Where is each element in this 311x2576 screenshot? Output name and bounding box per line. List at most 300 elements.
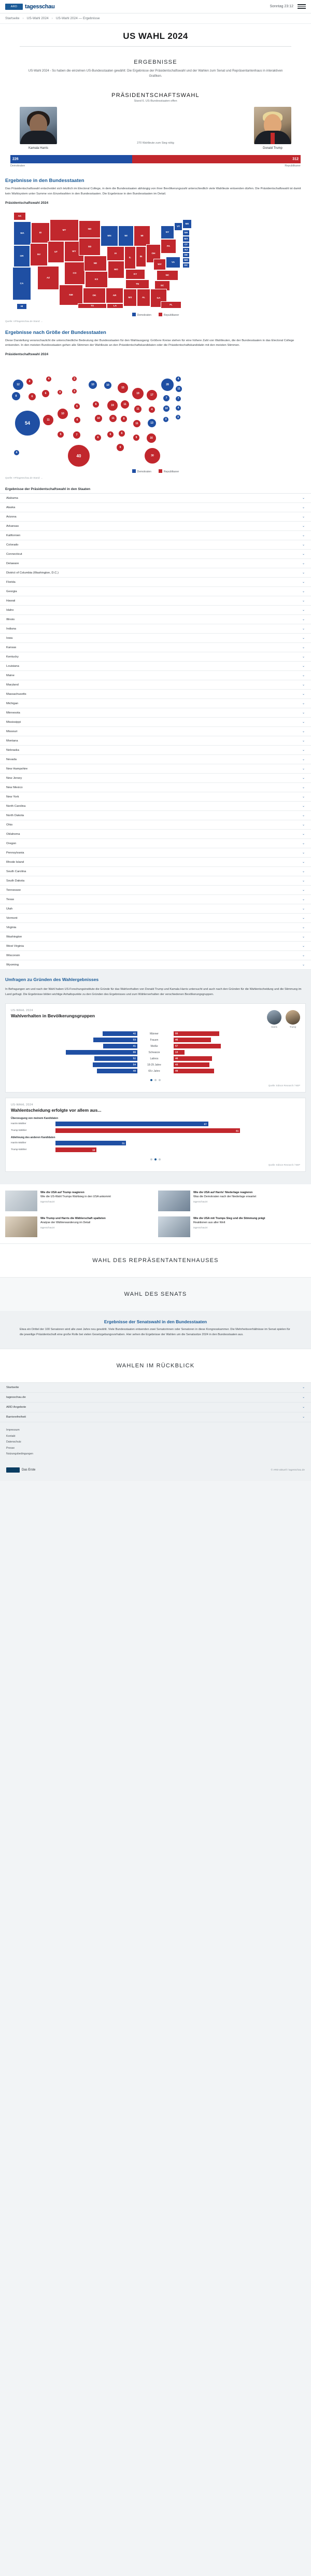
state-accordion-label: Virginia bbox=[6, 926, 17, 929]
footer-list-item[interactable] bbox=[0, 1393, 311, 1403]
electoral-bar-caption bbox=[5, 164, 306, 173]
poll-bar-harris-value: 41 bbox=[133, 1045, 136, 1048]
presidential-section bbox=[0, 85, 311, 173]
teaser-headline: Wie die USA mit Trumps Sieg und die Stimmung prägt bbox=[193, 1217, 265, 1221]
chevron-down-icon: ⌄ bbox=[302, 926, 305, 930]
chevron-down-icon: ⌄ bbox=[302, 1416, 305, 1419]
poll-card-demographics bbox=[5, 1003, 306, 1093]
poll-bar-harris-value: 42 bbox=[133, 1032, 136, 1035]
poll-bar-harris bbox=[97, 1069, 137, 1073]
poll-card-2-source: Quelle: Edison Research / NEP bbox=[268, 1164, 300, 1167]
state-accordion-label: Iowa bbox=[6, 636, 13, 640]
chevron-down-icon: ⌄ bbox=[302, 1386, 305, 1390]
breadcrumb-item-2: US-Wahl 2024 — Ergebnisse bbox=[55, 17, 100, 20]
state-accordion-item[interactable] bbox=[0, 606, 311, 615]
poll-card-motivation bbox=[5, 1098, 306, 1172]
teaser-lead: Reaktionen aus aller Welt bbox=[193, 1221, 225, 1225]
chevron-down-icon: ⌄ bbox=[302, 777, 305, 780]
footer-link[interactable]: Impressum bbox=[6, 1429, 20, 1432]
state-accordion-item[interactable] bbox=[0, 596, 311, 606]
poll-bar-trump-value: 57 bbox=[175, 1045, 178, 1048]
state-accordion-item[interactable] bbox=[0, 839, 311, 848]
top-bar-right bbox=[270, 4, 306, 9]
state-accordion-label: Connecticut bbox=[6, 552, 22, 556]
poll-bar-trump bbox=[174, 1069, 214, 1073]
harris-thumb-label: Harris bbox=[271, 1026, 277, 1029]
poll-group-row-bar bbox=[55, 1147, 96, 1152]
state-accordion-label: New York bbox=[6, 795, 19, 799]
state-accordion-item[interactable] bbox=[0, 960, 311, 970]
state-accordion-item[interactable] bbox=[0, 690, 311, 699]
trump-thumb-label: Trump bbox=[289, 1026, 296, 1029]
cartogram-legend bbox=[5, 467, 306, 473]
state-accordion-label: Arkansas bbox=[6, 524, 19, 528]
state-accordion-item[interactable] bbox=[0, 699, 311, 708]
state-accordion-item[interactable] bbox=[0, 718, 311, 727]
state-accordion-item[interactable] bbox=[0, 764, 311, 774]
state-accordion-item[interactable] bbox=[0, 830, 311, 839]
poll-bar-harris-value: 49 bbox=[133, 1070, 136, 1073]
state-accordion-item[interactable] bbox=[0, 615, 311, 624]
state-accordion-label: Washington bbox=[6, 935, 22, 939]
state-accordion-label: Montana bbox=[6, 739, 18, 743]
poll-group-row-value: 67 bbox=[204, 1123, 207, 1126]
footer-list-item-label: ARD Angebote bbox=[6, 1406, 26, 1409]
teaser-lead: Wie die US-Wahl Trumps Wahlsieg in den USA ankommt bbox=[40, 1195, 111, 1199]
pager-dot[interactable] bbox=[150, 1079, 152, 1081]
ard-logo-label: Das Erste bbox=[22, 1468, 36, 1472]
harris-thumb bbox=[267, 1010, 281, 1025]
poll-row-label: Latinos bbox=[150, 1057, 159, 1060]
chevron-down-icon: ⌄ bbox=[302, 627, 305, 631]
state-accordion-label: Kentucky bbox=[6, 655, 19, 659]
poll-bar-trump-value: 46 bbox=[175, 1057, 178, 1060]
footer-list-item[interactable] bbox=[0, 1412, 311, 1422]
footer-bottom bbox=[0, 1462, 311, 1481]
state-accordion-item[interactable] bbox=[0, 792, 311, 802]
state-accordion-item[interactable] bbox=[0, 634, 311, 643]
state-accordion-label: South Dakota bbox=[6, 879, 25, 883]
teaser-lead: Was die Demokraten nach der Niederlage erwartet bbox=[193, 1195, 257, 1199]
polls-title: Umfragen zu Gründen des Wahlergebnisses bbox=[5, 977, 99, 983]
footer-list bbox=[0, 1383, 311, 1422]
footer-list-item-label: tagesschau.de bbox=[6, 1396, 26, 1399]
chevron-down-icon: ⌄ bbox=[302, 730, 305, 734]
state-accordion-item[interactable] bbox=[0, 559, 311, 568]
state-accordion-item[interactable] bbox=[0, 755, 311, 764]
chevron-down-icon: ⌄ bbox=[302, 683, 305, 687]
chevron-down-icon: ⌄ bbox=[302, 945, 305, 948]
poll-bar-trump bbox=[174, 1031, 219, 1036]
chevron-down-icon: ⌄ bbox=[302, 655, 305, 659]
state-accordion-item[interactable] bbox=[0, 652, 311, 662]
state-accordion-item[interactable] bbox=[0, 774, 311, 783]
teaser-headline: Wie Trump und Harris die Wählerschaft spalteten bbox=[40, 1217, 106, 1221]
state-accordion-label: Kansas bbox=[6, 646, 17, 649]
chevron-down-icon: ⌄ bbox=[302, 711, 305, 715]
ard-mark-icon: ARD bbox=[5, 4, 23, 10]
poll-row bbox=[11, 1038, 300, 1042]
state-accordion-item[interactable] bbox=[0, 503, 311, 512]
state-accordion-item[interactable] bbox=[0, 895, 311, 904]
poll-row bbox=[11, 1050, 300, 1055]
state-accordion-item[interactable] bbox=[0, 802, 311, 811]
poll-bar-harris-value: 52 bbox=[133, 1057, 136, 1060]
poll-candidate-trump bbox=[286, 1010, 300, 1028]
state-accordion-label: Minnesota bbox=[6, 711, 20, 715]
legend-republicans: Republikaner bbox=[159, 469, 179, 473]
chevron-down-icon: ⌄ bbox=[302, 525, 305, 528]
poll-card-2-pager[interactable] bbox=[11, 1154, 300, 1160]
teaser-item[interactable] bbox=[5, 1216, 153, 1237]
chevron-down-icon: ⌄ bbox=[302, 571, 305, 575]
chevron-down-icon: ⌄ bbox=[302, 543, 305, 547]
chevron-down-icon: ⌄ bbox=[302, 674, 305, 678]
site-logo[interactable] bbox=[5, 4, 55, 10]
footer-link[interactable]: Nutzungsbedingungen bbox=[6, 1452, 33, 1455]
chevron-down-icon: ⌄ bbox=[302, 786, 305, 790]
harris-portrait bbox=[20, 107, 57, 144]
trump-name: Donald Trump bbox=[263, 146, 282, 150]
legend-democrats: Demokraten bbox=[132, 313, 151, 317]
poll-card-1-eyebrow: US-WAHL 2024 bbox=[11, 1009, 33, 1013]
chevron-down-icon: ⌄ bbox=[302, 1406, 305, 1409]
pager-dot[interactable] bbox=[154, 1079, 157, 1081]
state-accordion-item[interactable] bbox=[0, 550, 311, 559]
states-accordion-list bbox=[0, 493, 311, 970]
poll-card-1-pager[interactable] bbox=[11, 1075, 300, 1081]
poll-bar-trump-value: 55 bbox=[175, 1032, 178, 1035]
chevron-down-icon: ⌄ bbox=[302, 823, 305, 827]
state-accordion-item[interactable] bbox=[0, 736, 311, 746]
ard-logo[interactable] bbox=[6, 1467, 35, 1473]
state-accordion-item[interactable] bbox=[0, 951, 311, 960]
poll-group-row-label: Harris-Wähler bbox=[11, 1123, 26, 1126]
pager-dot[interactable] bbox=[154, 1158, 157, 1160]
electoral-map-heading: Ergebnisse in den Bundesstaaten bbox=[5, 177, 84, 184]
state-accordion-label: South Carolina bbox=[6, 870, 26, 873]
cartogram-subheading: Präsidentschaftswahl 2024 bbox=[5, 353, 49, 357]
poll-bar-trump-value: 13 bbox=[175, 1051, 178, 1054]
chevron-down-icon: ⌄ bbox=[302, 767, 305, 771]
teaser-meta: tagesschau24 bbox=[40, 1200, 55, 1203]
poll-card-2-title: Wahlentscheidung erfolgte vor allem aus... bbox=[11, 1108, 102, 1113]
chevron-down-icon: ⌄ bbox=[302, 665, 305, 668]
state-accordion-label: North Carolina bbox=[6, 804, 26, 808]
poll-row-label: Schwarze bbox=[148, 1051, 160, 1054]
state-accordion-item[interactable] bbox=[0, 531, 311, 540]
chevron-down-icon: ⌄ bbox=[302, 581, 305, 584]
state-accordion-item[interactable] bbox=[0, 662, 311, 671]
poll-bar-harris bbox=[103, 1031, 137, 1036]
state-accordion-item[interactable] bbox=[0, 522, 311, 531]
chevron-down-icon: ⌄ bbox=[302, 609, 305, 612]
poll-group-row-bar bbox=[55, 1128, 240, 1133]
chevron-down-icon: ⌄ bbox=[302, 599, 305, 603]
caption-republicans: Republikaner bbox=[285, 164, 301, 167]
state-accordion-label: New Mexico bbox=[6, 786, 23, 789]
chevron-down-icon: ⌄ bbox=[302, 954, 305, 958]
poll-row-label: Weiße bbox=[150, 1044, 158, 1048]
top-bar bbox=[0, 0, 311, 13]
cartogram-section bbox=[0, 325, 311, 482]
us-cartogram[interactable]: 12 8 54 4 6 6 11 4 3 10 5 3 3 5 6 7 40 10 6 10 6 10 19 11 6 15 11 8 6 9 19 11 11 9 17 4 13 16 30 28 7 10 3 4 11 7 4 3 4 bbox=[5, 358, 306, 467]
pager-dot[interactable] bbox=[150, 1158, 152, 1160]
chevron-down-icon: ⌄ bbox=[302, 1396, 305, 1399]
poll-card-2-eyebrow: US-WAHL 2024 bbox=[11, 1103, 33, 1107]
poll-group-row-label: Trump-Wähler bbox=[11, 1149, 27, 1152]
state-accordion-item[interactable] bbox=[0, 811, 311, 820]
poll-bar-trump-value: 49 bbox=[175, 1070, 178, 1073]
poll-group-row bbox=[11, 1122, 300, 1126]
footer-list-item[interactable] bbox=[0, 1403, 311, 1412]
poll-group-row-label: Harris-Wähler bbox=[11, 1142, 26, 1145]
poll-group-row-value: 31 bbox=[122, 1142, 125, 1145]
breadcrumb-item-1[interactable]: US-Wahl 2024 bbox=[26, 17, 49, 20]
divider bbox=[20, 46, 291, 47]
cartogram-heading: Ergebnisse nach Größe der Bundesstaaten bbox=[5, 329, 106, 335]
state-accordion-item[interactable] bbox=[0, 942, 311, 951]
state-accordion-label: New Hampshire bbox=[6, 767, 28, 771]
state-accordion-label: Colorado bbox=[6, 543, 19, 547]
poll-row bbox=[11, 1031, 300, 1036]
chevron-down-icon: ⌄ bbox=[302, 618, 305, 622]
polls-section bbox=[0, 970, 311, 1184]
poll-card-2-chart bbox=[11, 1117, 300, 1152]
copyright: © ARD-aktuell / tagesschau.de bbox=[271, 1468, 305, 1472]
state-accordion-label: Wyoming bbox=[6, 963, 19, 967]
breadcrumb bbox=[0, 13, 311, 24]
state-accordion-label: Oklahoma bbox=[6, 832, 20, 836]
chevron-down-icon: ⌄ bbox=[302, 870, 305, 874]
teaser-thumbnail bbox=[5, 1191, 37, 1211]
state-accordion-label: Ohio bbox=[6, 823, 13, 827]
footer-link[interactable]: Presse bbox=[6, 1446, 15, 1450]
electoral-needed-label: 270 Wahlleute zum Sieg nötig bbox=[137, 141, 174, 145]
state-accordion-item[interactable] bbox=[0, 727, 311, 736]
results-intro: US-Wahl 2024 - So haben die einzelnen US-Bundesstaaten gewählt: Die Ergebnisse der Präsidentschaftswahl und der Wahlen zum Senat und Repräsentantenhaus in interaktiven Grafiken. bbox=[28, 69, 283, 78]
state-accordion-item[interactable] bbox=[0, 512, 311, 522]
electoral-bar bbox=[10, 155, 301, 163]
chevron-down-icon: ⌄ bbox=[302, 795, 305, 799]
state-accordion-label: Massachusetts bbox=[6, 692, 26, 696]
hamburger-menu-icon[interactable] bbox=[298, 4, 306, 9]
poll-group-row-bar bbox=[55, 1141, 126, 1145]
poll-group-row-bar bbox=[55, 1122, 208, 1126]
poll-group-row-label: Trump-Wähler bbox=[11, 1129, 27, 1132]
chevron-down-icon: ⌄ bbox=[302, 851, 305, 855]
state-accordion-item[interactable] bbox=[0, 540, 311, 550]
chevron-down-icon: ⌄ bbox=[302, 515, 305, 519]
poll-group-row bbox=[11, 1141, 300, 1145]
poll-bar-harris-value: 53 bbox=[133, 1039, 136, 1042]
footer-link[interactable]: Datenschutz bbox=[6, 1440, 21, 1444]
senate-note bbox=[0, 1311, 311, 1349]
candidate-duel bbox=[5, 107, 306, 150]
state-accordion-label: New Jersey bbox=[6, 776, 22, 780]
page-title: US WAHL 2024 bbox=[123, 31, 188, 41]
top-bar-left bbox=[5, 4, 55, 10]
chevron-down-icon: ⌄ bbox=[302, 833, 305, 836]
harris-name: Kamala Harris bbox=[28, 146, 48, 150]
state-accordion-label: Texas bbox=[6, 898, 15, 901]
cartogram-text: Diese Darstellung veranschaulicht die unterschiedliche Bedeutung der Bundesstaaten für den Wahlausgang: Größere Kreise stehen für eine höhere Zahl von Wahlleuten, die der Bundesstaaten in das Electoral College entsenden. In den meisten Bundesstaaten gehen alle Stimmen der Wahlleute an den Präsidentschaftskandidaten oder die Präsidentschaftskandidatin mit den meisten Stimmen. bbox=[5, 339, 294, 347]
teaser-headline: Wie die USA auf Trump reagieren bbox=[40, 1191, 84, 1195]
poll-bar-trump bbox=[174, 1044, 221, 1048]
state-accordion-label: Rhode Island bbox=[6, 860, 24, 864]
poll-row-label: 65+ Jahre bbox=[148, 1069, 160, 1073]
poll-group-heading: Ablehnung des anderen Kandidaten bbox=[11, 1136, 55, 1140]
electoral-bar-republican bbox=[132, 155, 301, 163]
electoral-bar-republican-value: 312 bbox=[292, 157, 299, 161]
us-electoral-map[interactable]: WA OR CA ID NV UT AZ MT WY CO NM ND SD NE KS OK TX MN IA MO AR WI IL IN MI OH KY TN MS AL LA PA NY WV VA NC SC GA FL VT ME NH MA CT NJ DE MD DC HI AK bbox=[5, 207, 306, 311]
state-accordion-item[interactable] bbox=[0, 680, 311, 690]
poll-group-row-value: 81 bbox=[236, 1129, 239, 1132]
poll-candidate-harris bbox=[267, 1010, 281, 1028]
state-accordion-item[interactable] bbox=[0, 746, 311, 755]
state-accordion-item[interactable] bbox=[0, 671, 311, 680]
senate-note-title: Ergebnisse der Senatswahl in den Bundesstaaten bbox=[104, 1319, 207, 1325]
state-accordion-item[interactable] bbox=[0, 886, 311, 895]
chevron-down-icon: ⌄ bbox=[302, 702, 305, 706]
poll-bar-trump bbox=[174, 1050, 185, 1055]
state-accordion-label: Michigan bbox=[6, 702, 19, 705]
chevron-down-icon: ⌄ bbox=[302, 907, 305, 911]
state-accordion-label: Delaware bbox=[6, 562, 19, 565]
teaser-meta: tagesschau24 bbox=[193, 1226, 208, 1229]
candidate-trump bbox=[242, 107, 304, 150]
state-accordion-label: Alabama bbox=[6, 496, 18, 500]
state-accordion-label: Utah bbox=[6, 907, 13, 911]
state-accordion-label: Wisconsin bbox=[6, 954, 20, 957]
poll-bar-harris bbox=[103, 1044, 137, 1048]
state-accordion-label: Nebraska bbox=[6, 748, 19, 752]
state-accordion-label: Louisiana bbox=[6, 664, 19, 668]
state-accordion-item[interactable] bbox=[0, 494, 311, 503]
poll-row-label: Männer bbox=[150, 1032, 159, 1035]
breadcrumb-separator: › bbox=[22, 17, 24, 20]
states-accordion-title: Ergebnisse der Präsidentschaftswahl in den Staaten bbox=[5, 487, 91, 492]
teaser-item[interactable] bbox=[5, 1191, 153, 1211]
state-accordion-label: Nevada bbox=[6, 758, 17, 761]
candidate-harris bbox=[7, 107, 69, 150]
state-accordion-item[interactable] bbox=[0, 820, 311, 830]
state-accordion-item[interactable] bbox=[0, 568, 311, 578]
pager-dot[interactable] bbox=[159, 1158, 161, 1160]
state-accordion-item[interactable] bbox=[0, 624, 311, 634]
state-accordion-item[interactable] bbox=[0, 932, 311, 942]
state-accordion-item[interactable] bbox=[0, 587, 311, 596]
poll-card-1-chart bbox=[11, 1031, 300, 1073]
state-accordion-label: Maryland bbox=[6, 683, 19, 687]
electoral-map-legend bbox=[5, 311, 306, 317]
poll-group-row bbox=[11, 1147, 300, 1152]
chevron-down-icon: ⌄ bbox=[302, 749, 305, 752]
state-accordion-label: District of Columbia (Washington, D.C.) bbox=[6, 571, 59, 575]
caption-democrats: Demokraten bbox=[10, 164, 25, 167]
poll-bar-trump-value: 45 bbox=[175, 1039, 178, 1042]
review-section-title: WAHLEN IM RÜCKBLICK bbox=[0, 1349, 311, 1382]
chevron-down-icon: ⌄ bbox=[302, 935, 305, 939]
state-accordion-item[interactable] bbox=[0, 858, 311, 867]
teaser-item[interactable] bbox=[158, 1216, 306, 1237]
chevron-down-icon: ⌄ bbox=[302, 646, 305, 650]
state-accordion-label: Hawaii bbox=[6, 599, 16, 603]
state-accordion-item[interactable] bbox=[0, 923, 311, 932]
chevron-down-icon: ⌄ bbox=[302, 534, 305, 538]
breadcrumb-item-0[interactable]: Startseite bbox=[5, 17, 20, 20]
chevron-down-icon: ⌄ bbox=[302, 917, 305, 920]
chevron-down-icon: ⌄ bbox=[302, 879, 305, 883]
chevron-down-icon: ⌄ bbox=[302, 861, 305, 864]
poll-row bbox=[11, 1056, 300, 1061]
state-accordion-item[interactable] bbox=[0, 848, 311, 858]
brand-name: tagesschau bbox=[25, 3, 55, 10]
poll-bar-harris bbox=[93, 1062, 137, 1067]
poll-bar-trump bbox=[174, 1038, 211, 1042]
state-accordion-label: Alaska bbox=[6, 506, 16, 509]
states-accordion-section bbox=[0, 481, 311, 970]
poll-group-heading: Überzeugung von meinem Kandidaten bbox=[11, 1117, 59, 1121]
state-accordion-label: West Virginia bbox=[6, 944, 24, 948]
electoral-map-section bbox=[0, 173, 311, 325]
poll-bar-harris bbox=[94, 1056, 137, 1061]
state-accordion-item[interactable] bbox=[0, 643, 311, 652]
poll-row-label: 18-29 Jahre bbox=[147, 1063, 161, 1067]
poll-row bbox=[11, 1069, 300, 1073]
ard-logo-icon bbox=[6, 1467, 20, 1473]
state-accordion-item[interactable] bbox=[0, 914, 311, 923]
state-accordion-item[interactable] bbox=[0, 578, 311, 587]
state-accordion-item[interactable] bbox=[0, 904, 311, 914]
poll-bar-harris bbox=[93, 1038, 137, 1042]
footer-list-item-label: Barrierefreiheit bbox=[6, 1416, 26, 1419]
poll-row bbox=[11, 1044, 300, 1048]
teaser-meta: tagesschau24 bbox=[40, 1226, 55, 1229]
teaser-lead: Analyse der Wählerwanderung im Detail bbox=[40, 1221, 91, 1225]
electoral-map-text: Das Präsidentschaftswahl entscheidet sich letztlich im Electoral College, in dem die Bundesstaaten abhängig von ihrer Bevölkerungszahl unterschiedlich viele Wahlleute entsenden dürfen. Die Präsidentschaftswahl ist damit kein Wahlsystem unter Summe von Einzelwahlen in den Bundesstaaten. Die Ergebnisse in den Bundesstaaten im Detail. bbox=[5, 187, 301, 195]
poll-card-1-title: Wahlverhalten in Bevölkerungsgruppen bbox=[11, 1013, 95, 1019]
chevron-down-icon: ⌄ bbox=[302, 805, 305, 808]
state-accordion-item[interactable] bbox=[0, 708, 311, 718]
footer-link[interactable]: Kontakt bbox=[6, 1434, 16, 1438]
trump-thumb bbox=[286, 1010, 300, 1025]
teaser-item[interactable] bbox=[158, 1191, 306, 1211]
poll-bar-harris-value: 86 bbox=[133, 1051, 136, 1054]
footer-links bbox=[0, 1422, 311, 1462]
state-accordion-item[interactable] bbox=[0, 876, 311, 886]
state-accordion-label: Idaho bbox=[6, 608, 14, 612]
electoral-bar-democrat-value: 226 bbox=[12, 157, 19, 161]
pager-dot[interactable] bbox=[159, 1079, 161, 1081]
results-section bbox=[0, 52, 311, 85]
state-accordion-item[interactable] bbox=[0, 783, 311, 792]
chevron-down-icon: ⌄ bbox=[302, 898, 305, 902]
poll-card-1-source: Quelle: Edison Research / NEP bbox=[268, 1084, 300, 1087]
poll-row bbox=[11, 1062, 300, 1067]
state-accordion-label: Kalifornien bbox=[6, 534, 21, 537]
state-accordion-item[interactable] bbox=[0, 867, 311, 876]
chevron-down-icon: ⌄ bbox=[302, 758, 305, 762]
teaser-thumbnail bbox=[158, 1191, 190, 1211]
footer-list-item[interactable] bbox=[0, 1383, 311, 1393]
electoral-bar-democrat bbox=[10, 155, 132, 163]
breadcrumb-separator: › bbox=[51, 17, 53, 20]
poll-bar-trump bbox=[174, 1056, 212, 1061]
state-accordion-label: Georgia bbox=[6, 590, 17, 593]
teaser-thumbnail bbox=[5, 1216, 37, 1237]
state-accordion-label: Pennsylvania bbox=[6, 851, 24, 855]
